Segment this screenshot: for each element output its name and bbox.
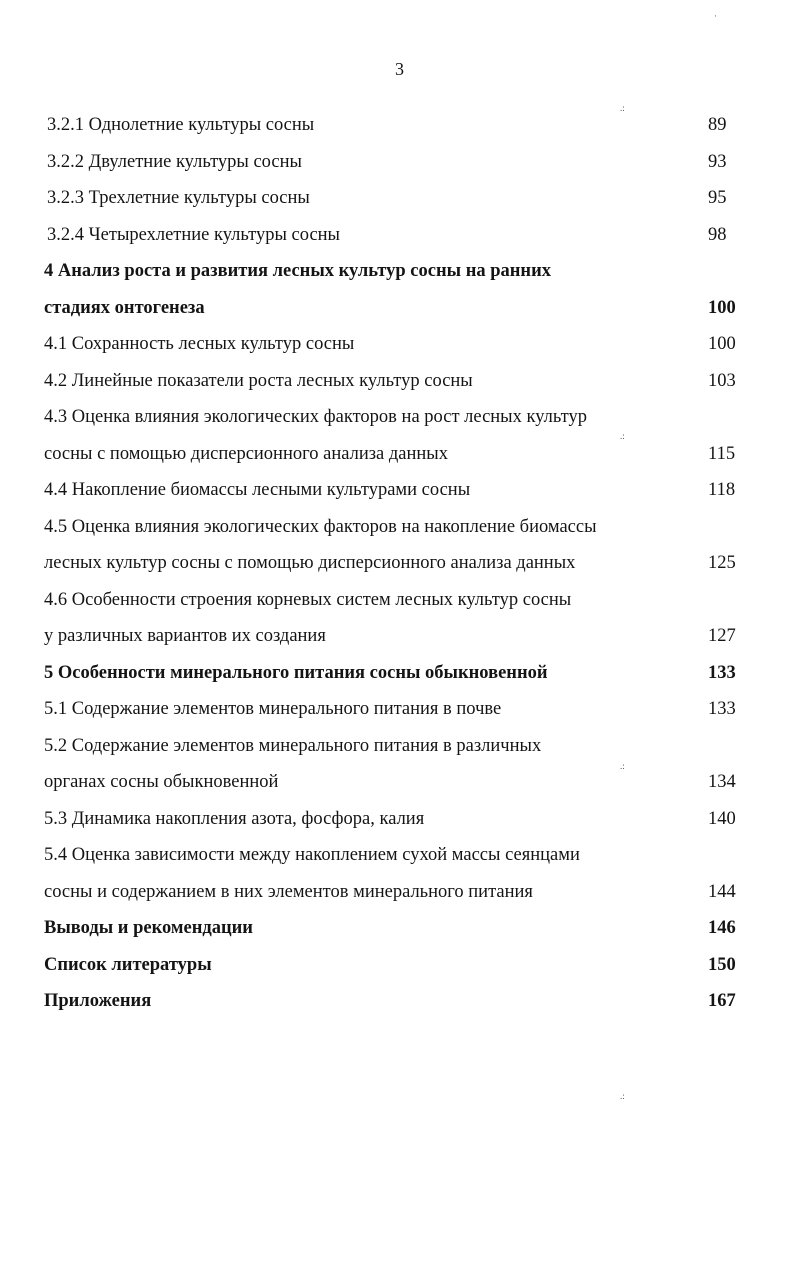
toc-entry-page: 100	[708, 334, 736, 354]
toc-entry	[44, 728, 744, 765]
table-of-contents	[44, 107, 744, 1020]
toc-entry-page: 95	[708, 188, 727, 208]
toc-entry-page: 144	[708, 881, 736, 902]
toc-entry-title: 5.4 Оценка зависимости между накоплением сухой массы сеянцами	[44, 845, 580, 865]
scan-speck: .:	[620, 761, 625, 771]
toc-entry	[44, 326, 744, 363]
toc-entry-page: 140	[708, 808, 736, 829]
toc-entry	[44, 618, 744, 655]
scan-speck: .:	[620, 431, 625, 441]
toc-entry	[44, 436, 744, 473]
toc-entry-page: 89	[708, 115, 727, 135]
toc-entry-page: 118	[708, 480, 736, 500]
toc-entry	[44, 472, 744, 509]
toc-entry-title: сосны с помощью дисперсионного анализа данных	[44, 443, 448, 464]
toc-entry-page: 100	[708, 297, 736, 318]
toc-entry-title: Список литературы	[44, 954, 212, 975]
toc-entry-page: 93	[708, 151, 727, 172]
scan-speck: ·	[714, 11, 717, 21]
toc-entry	[44, 253, 744, 290]
toc-entry-page: 133	[708, 662, 736, 683]
toc-entry	[44, 180, 744, 217]
toc-entry	[44, 545, 744, 582]
toc-entry-page: 103	[708, 370, 736, 391]
toc-entry-title: Приложения	[44, 991, 152, 1011]
toc-entry-title: 5.1 Содержание элементов минерального питания в почве	[44, 699, 502, 719]
toc-entry	[44, 107, 744, 144]
toc-entry-title: 4 Анализ роста и развития лесных культур сосны на ранних	[44, 261, 551, 281]
toc-entry	[44, 655, 744, 692]
toc-entry-title: Выводы и рекомендации	[44, 918, 253, 938]
toc-entry-title: лесных культур сосны с помощью дисперсионного анализа данных	[44, 553, 576, 573]
toc-entry-title: 4.5 Оценка влияния экологических факторов на накопление биомассы	[44, 516, 597, 537]
toc-entry	[44, 801, 744, 838]
scan-speck: .:	[620, 103, 625, 113]
toc-entry-title: 4.6 Особенности строения корневых систем лесных культур сосны	[44, 589, 572, 610]
toc-entry-title: 5.3 Динамика накопления азота, фосфора, калия	[44, 808, 425, 829]
toc-entry-title: 3.2.3 Трехлетние культуры сосны	[47, 188, 310, 208]
toc-entry-page: 133	[708, 699, 736, 719]
toc-entry	[44, 837, 744, 874]
toc-entry-title: 5.2 Содержание элементов минерального питания в различных	[44, 735, 542, 756]
toc-entry	[44, 290, 744, 327]
toc-entry-title: 4.4 Накопление биомассы лесными культурами сосны	[44, 480, 471, 500]
toc-entry	[44, 217, 744, 254]
toc-entry	[44, 509, 744, 546]
toc-entry-page: 98	[708, 224, 727, 245]
toc-entry-page: 134	[708, 772, 736, 792]
toc-entry	[44, 399, 744, 436]
toc-entry-title: сосны и содержанием в них элементов минерального питания	[44, 881, 533, 902]
toc-entry-title: у различных вариантов их создания	[44, 626, 326, 646]
toc-entry-title: 3.2.2 Двулетние культуры сосны	[47, 151, 302, 172]
toc-entry	[44, 874, 744, 911]
toc-entry	[44, 910, 744, 947]
toc-entry-page: 125	[708, 553, 736, 573]
toc-entry-page: 150	[708, 954, 736, 975]
toc-entry-title: 3.2.1 Однолетние культуры сосны	[47, 115, 315, 135]
scan-speck: .:	[620, 1091, 625, 1101]
toc-entry	[44, 691, 744, 728]
toc-entry-title: 4.2 Линейные показатели роста лесных культур сосны	[44, 370, 473, 391]
toc-entry-title: 4.1 Сохранность лесных культур сосны	[44, 334, 355, 354]
toc-entry	[44, 947, 744, 984]
toc-entry-page: 146	[708, 918, 736, 938]
toc-entry-title: 4.3 Оценка влияния экологических факторов на рост лесных культур	[44, 407, 587, 427]
page-number: 3	[395, 59, 404, 79]
toc-entry-title: 3.2.4 Четырехлетние культуры сосны	[47, 224, 340, 245]
toc-entry	[44, 363, 744, 400]
toc-entry-title: стадиях онтогенеза	[44, 297, 205, 318]
toc-entry	[44, 761, 744, 801]
toc-entry	[44, 144, 744, 181]
toc-entry-page: 115	[708, 443, 736, 464]
toc-entry-page: 127	[708, 626, 736, 646]
toc-entry-page: 167	[708, 991, 736, 1011]
toc-entry-title: 5 Особенности минерального питания сосны обыкновенной	[44, 662, 548, 683]
toc-entry	[44, 582, 744, 619]
toc-entry-title: органах сосны обыкновенной	[44, 772, 279, 792]
toc-entry	[44, 983, 744, 1020]
